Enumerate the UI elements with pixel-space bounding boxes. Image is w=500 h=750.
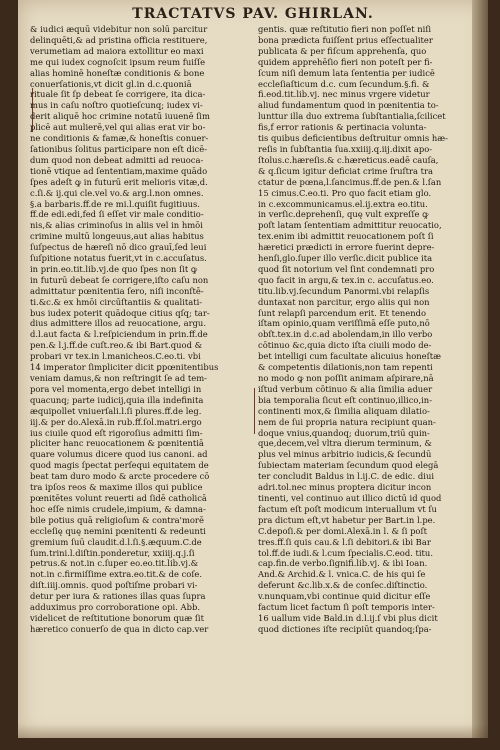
left-column-line: conuerſationis,vt dicit gl.in d.c.quoniā	[30, 78, 192, 89]
right-column-line: v.nunquam,vbi continue quid dicitur eſſe	[258, 591, 431, 602]
right-column-line: reſis in ſubſtantia ſua.xxiiij.q.iij.dixit apo-	[258, 143, 433, 154]
left-column-line: ne conditionis & famæ,& honeſtis conuer-	[30, 133, 209, 144]
left-column-line: hæretico conuerſo de qua in dicto cap.ver	[30, 623, 209, 634]
page-gutter-edge	[472, 0, 488, 738]
left-column-line: tionē vtique ad ſententiam,maxime quādo	[30, 165, 208, 176]
left-column-line: quacunq; parte iudicij,quia illa indefinita	[30, 394, 204, 405]
left-column-line: petrus.& not.in c.ſuper eo.eo.tit.lib.vj.&	[30, 558, 199, 569]
left-column-line: hoc eſſe nimis crudele,impium, & damna-	[30, 503, 206, 514]
right-column-line: plus vel minus arbitrio iudicis,& ſecundū	[258, 449, 432, 460]
right-column-line: ſubiectam materiam ſecundum quod elegā	[258, 460, 439, 471]
left-column-line: videlicet de reſtitutione bonorum quæ ſit	[30, 612, 204, 623]
right-column-line: adri.tol.nec minus proptera dicitur incon	[258, 482, 432, 493]
left-column-line: ſuſpectus de hæreſi nō dico grauī,ſed leui	[30, 242, 207, 253]
right-column-line: in verſic.deprehenſi, quę vult expreſſe ꝙ	[258, 209, 429, 220]
left-column-line: bile potius quā religioſum & contra'morē	[30, 514, 204, 525]
left-column-line: verumetiam ad maiora extollitur eo maxi	[30, 45, 204, 56]
right-column-line: bona prædicta fuiſſent prius eſſectualiter	[258, 34, 433, 45]
left-column-line: delinquēti,& ad pristina officia restituere,	[30, 34, 208, 45]
left-column-line: mus in caſu noſtro quotieſcunq; iudex vi-	[30, 100, 203, 111]
right-column-line: iſtam opinio,quam veriſſimā eſſe puto,nō	[258, 318, 430, 329]
right-column-line: And.& Archid.& l. vnica.C. de his qui ſe	[258, 569, 426, 580]
right-column-line: tres.ff.ſi quis cau.& l.ſi debitori.& ibi Bar	[258, 536, 431, 547]
right-column-line: lunttur illa duo extrema ſubſtantialia,ſcilicet	[258, 111, 446, 122]
left-column-line: diſt.iiij.omnis. quod poſtiſme probari vi-	[30, 580, 198, 591]
right-column-line: 16 uallum vide Bald.in d.l.ij.ſ vbi plus dicit	[258, 612, 438, 623]
right-column-line: cōtinuo &c,quia dicto iſta ciuili modo de-	[258, 340, 432, 351]
left-column-line: eccleſię quę nemini pœnitenti & redeunti	[30, 525, 206, 536]
right-column-line: bia temporalia ſicut eſt continuo,illico,in-	[258, 394, 433, 405]
right-column-line: cap.fin.de verbo.ſignifi.lib.vj. & ibi Ioan.	[258, 558, 428, 569]
left-column-line: bus iudex poterit quādoque citius qſq; tar-	[30, 307, 210, 318]
right-column-line: ſunt relapſi parcendum erit. Et tenendo	[258, 307, 427, 318]
right-column-line: publicata & per fiſcum apprehenſa, quo	[258, 45, 427, 56]
left-column-line: iij.& per do.Alexā.in rub.ff.ſol.matri.ergo	[30, 416, 202, 427]
right-column-line: titu.lib.vj.ſecundum Panormi.vbi relapſis	[258, 285, 430, 296]
right-column-line: tis quibus deficientibus deſtruitur omnis hæ-	[258, 133, 448, 144]
right-column-line: no modo ꝙ non poſſit animam aſpirare,nā	[258, 373, 434, 383]
left-column-line: ti.&c.& ex hmōi circūſtantiis & qualitati-	[30, 296, 203, 307]
right-column-line: henſi,glo.ſuper illo verſic.dicit publice ita	[258, 253, 433, 264]
running-head: TRACTATVS PAV. GHIRLAN.	[132, 6, 374, 22]
right-column-line: bet intelligi cum facultate alicuius honeſtæ	[258, 351, 441, 362]
left-column-line: plicē aut mulierē,vel qui alias erat vir bo-	[30, 122, 206, 133]
left-column-line: admittatur pœnitentia ſero, niſi inconſtē-	[30, 285, 204, 296]
right-column-line: aliud fundamentum quod in pœnitentia to-	[258, 100, 439, 111]
left-column-line: ſpes adeſt ꝙ in futurū erit melioris vitæ,d.	[30, 176, 208, 187]
right-column-line: ſcum niſi demum lata ſententia per iudicē	[258, 67, 435, 78]
left-text-column	[30, 24, 245, 635]
right-column-line: ſtolus.c.hæreſis.& c.hæreticus.eadē cauſa,	[258, 154, 439, 165]
right-column-line: poſt latam ſententiam admittitur reuocatio,	[258, 220, 442, 231]
right-column-line: obſt.tex.in d.c.ad abolendam,in illo verbo	[258, 329, 433, 340]
left-column-line: d.l.aut facta & l.reſpiciendum in prin.ff.de	[30, 329, 208, 340]
left-column-line: detur per iura & rationes illas quas ſupra	[30, 591, 206, 602]
right-column-line: continenti mox,& ſimilia aliquam dilatio-	[258, 405, 430, 416]
left-column-line: c.ſi.& ij.qui cle.vel vo.& arg.l.non omnes.	[30, 187, 204, 198]
right-column-line: C.depoſi.& per domi.Alexā.in l. & ſi poſt	[258, 525, 427, 536]
left-column-line: dius admittere illos ad reuocatione, argu.	[30, 318, 206, 329]
left-column-line: §.a barbaris.ff.de re mi.l.quiſit fugitiuus.	[30, 198, 200, 209]
left-column-line: derit aliquē hoc crimine notatū iuuenē ſim	[30, 111, 210, 122]
left-column-line: 14 imperator ſimpliciter dicit ꝑpœnitentibus	[30, 362, 219, 373]
right-column-line: tol.ff.de iudi.& l.cum ſpecialis.C.eod. titu.	[258, 547, 433, 558]
left-column-line: æquipollet vniuerſali.l.ſi plures.ff.de leg.	[30, 405, 202, 416]
right-column-line: eccleſiaſticum d.c. cum ſecundum.§.fi. &	[258, 78, 430, 89]
left-column-line: beat tam duro modo & arcte procedere cō	[30, 471, 210, 482]
book-page	[18, 0, 488, 738]
right-column-line: factum licet factum ſi poſt temporis inter-	[258, 602, 435, 613]
left-column-line: veniam damus,& non reſtringit ſe ad tem-	[30, 373, 208, 383]
left-column-line: adduximus pro corroboratione opi. Abb.	[30, 602, 200, 613]
right-column-line: pra dictum eſt,vt habetur per Bart.in l.pe.	[258, 514, 436, 525]
right-column-line: fis,f error rationis & pertinacia volunta-	[258, 122, 427, 133]
left-column-line: me qui iudex cognoſcit ipsum reum fuiſſe	[30, 56, 206, 67]
left-column-line: alias hominē honeſtæ conditionis & bone	[30, 67, 205, 78]
left-column-line: not.in c.firmiſſime extra.eo.tit.& de coſe.	[30, 569, 203, 580]
left-column-line: ff.de edi.edi,fed ſi eſſet vir male conditio-	[30, 209, 204, 220]
right-text-column	[258, 24, 473, 635]
left-column-line: ſuſpitione notatus fuerit,vt in c.accuſatus.	[30, 253, 207, 264]
right-column-line: in c.excommunicamus.el.ij.extra eo.titu.	[258, 198, 428, 209]
left-column-line: & iudici æquū videbitur non solū parcitur	[30, 24, 208, 34]
left-column-line: quod magis ſpectat perſequi equitatem de	[30, 460, 209, 471]
right-column-line: quo facit in argu,& tex.in c. accuſatus.eo.	[258, 274, 434, 285]
right-column-line: tinenti, vel continuo aut illico dictū id quod	[258, 492, 442, 503]
left-column-line: rituale ſit ſp debeat ſe corrigere, ita dica-	[30, 89, 206, 100]
left-column-line: dum quod non debeat admitti ad reuoca-	[30, 154, 204, 165]
left-column-line: pliciter hanc reuocationem & pœnitentiā	[30, 438, 204, 449]
left-column-line: pœnitētes volunt reuerti ad ſidē catholicā	[30, 492, 207, 503]
right-column-line: doque vnius,quandoq; duorum,triū quin-	[258, 427, 430, 438]
left-column-line: tra ipſos reos & maxime illos qui publice	[30, 482, 203, 493]
right-column-line: deferunt &c.lib.x.& de conſec.diſtinctio.	[258, 580, 428, 591]
right-column-line: & q.ſicum igitur deficiat crime ſruſtra tra	[258, 165, 433, 176]
right-column-line: factum eſt poſt modicum interuallum vt ſu	[258, 503, 437, 514]
left-column-line: gremium ſuū claudit.d.l.ſi.§.æquum.C.de	[30, 536, 202, 547]
left-column-line: nis,& alias criminoſus in aliis vel in hmōi	[30, 220, 203, 231]
right-column-line: tex.enim ibi admittit reuocationem poſt ſi	[258, 231, 434, 242]
left-column-line: ſum.trini.l.diſtin.ponderetur, xxiiij.q.j.ſi	[30, 547, 195, 558]
right-column-line: nem de ſui propria natura recipiunt quan-	[258, 416, 436, 427]
right-column-line: & competentis dilationis,non tam repenti	[258, 362, 433, 373]
left-column-line: quare volumus dicere quod ius canoni. ad	[30, 449, 208, 460]
right-column-line: quod dictiones iſte recipiūt quandoq;ſpa-	[258, 623, 432, 634]
left-column-line: pen.& l.j.ff.de cuſt.reo.& ibi Bart.quod &	[30, 340, 203, 351]
left-column-line: probari vr tex.in l.manicheos.C.eo.ti. vbi	[30, 351, 201, 362]
left-column-line: ius ciuile quod eſt rigoroſius admitti ſim-	[30, 427, 203, 438]
right-column-line: quidem apprehēſio fieri non poteſt per fi-	[258, 56, 433, 67]
right-column-line: ter concludit Baldus in l.ij.C. de edic. diui	[258, 471, 435, 482]
right-column-line: iſtud verbum cōtinuo & alia ſimilia aduer	[258, 383, 433, 394]
right-column-line: quod ſit notorium vel ſint condemnati pro	[258, 263, 435, 274]
right-column-line: duntaxat non parcitur, ergo aliis qui non	[258, 296, 430, 307]
right-column-line: hæretici prædicti in errore fuerint depre-	[258, 242, 435, 253]
right-column-line: fi.eod.tit.lib.vj. nec minus vrgere videtur	[258, 89, 430, 100]
page-bottom-shadow	[18, 724, 488, 738]
left-column-line: in prin.eo.tit.lib.vj.de quo ſpes non ſit ꝙ	[30, 263, 198, 274]
left-column-line: crimine multū longeuus,aut alias habitus	[30, 231, 204, 242]
left-column-line: in futurū debeat ſe corrigere,iſto caſu non	[30, 274, 209, 285]
right-column-line: ctatur de pœna,l.ſancimus.ff.de pen.& l.ſan	[258, 176, 442, 187]
right-column-line: que,decem,vel vltra dierum terminum, &	[258, 438, 432, 449]
left-column-line: pora vel momenta,ergo debet intelligi in	[30, 383, 202, 394]
right-column-line: gentis. quæ reſtitutio fieri non poſſet niſi	[258, 24, 432, 34]
left-column-line: ſationibus ſolitus participare non eſt dicē-	[30, 143, 208, 154]
right-column-line: 15 cimus.C.eo.ti. Pro quo facit etiam glo.	[258, 187, 432, 198]
